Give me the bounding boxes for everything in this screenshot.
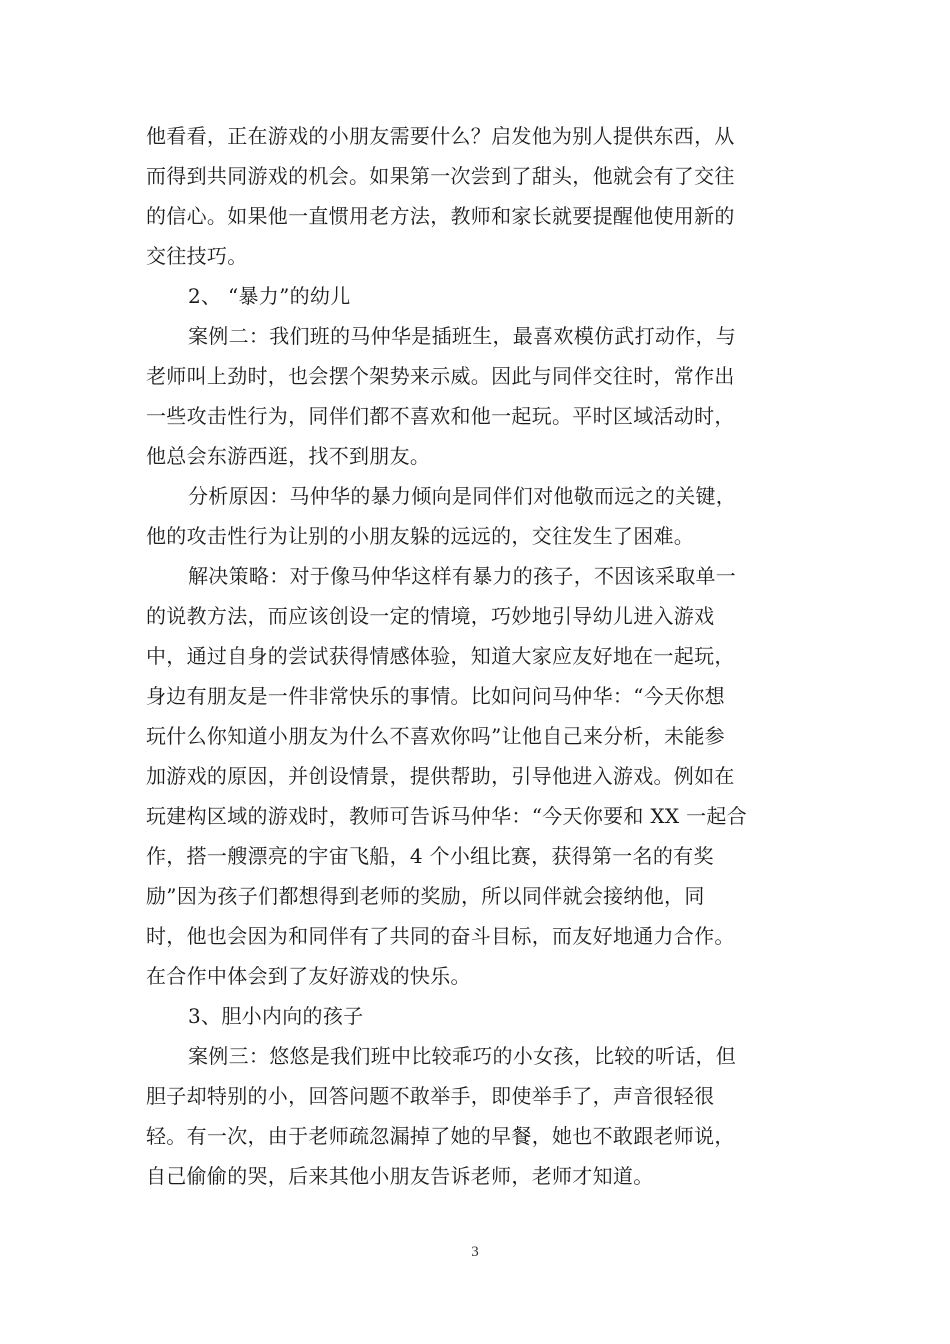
paragraph-start: 分析原因：马仲华的暴力倾向是同伴们对他敬而远之的关键， — [188, 484, 737, 508]
text-line: 中，通过自身的尝试获得情感体验，知道大家应友好地在一起玩， — [146, 644, 735, 668]
text-line: 的说教方法，而应该创设一定的情境，巧妙地引导幼儿进入游戏 — [146, 604, 715, 628]
text-line: 身边有朋友是一件非常快乐的事情。比如问问马仲华：“今天你想 — [146, 684, 725, 708]
paragraph-start: 解决策略：对于像马仲华这样有暴力的孩子，不因该采取单一 — [188, 564, 737, 588]
section-heading: 3、胆小内向的孩子 — [188, 1004, 364, 1028]
text-line: 作，搭一艘漂亮的宇宙飞船，4 个小组比赛，获得第一名的有奖 — [146, 844, 714, 868]
text-line: 玩建构区域的游戏时，教师可告诉马仲华：“今天你要和 XX 一起合 — [146, 804, 748, 828]
text-line: 在合作中体会到了友好游戏的快乐。 — [146, 964, 471, 988]
paragraph-start: 案例三：悠悠是我们班中比较乖巧的小女孩，比较的听话，但 — [188, 1044, 737, 1068]
text-line: 自己偷偷的哭，后来其他小朋友告诉老师，老师才知道。 — [146, 1164, 654, 1188]
text-line: 他的攻击性行为让别的小朋友躲的远远的，交往发生了困难。 — [146, 524, 695, 548]
text-line: 励”因为孩子们都想得到老师的奖励，所以同伴就会接纳他，同 — [146, 884, 705, 908]
text-line: 他总会东游西逛，找不到朋友。 — [146, 444, 431, 468]
text-line: 加游戏的原因，并创设情景，提供帮助，引导他进入游戏。例如在 — [146, 764, 735, 788]
text-line: 胆子却特别的小，回答问题不敢举手，即使举手了，声音很轻很 — [146, 1084, 715, 1108]
text-line: 玩什么你知道小朋友为什么不喜欢你吗”让他自己来分析，未能参 — [146, 724, 725, 748]
text-line: 老师叫上劲时，也会摆个架势来示威。因此与同伴交往时，常作出 — [146, 364, 735, 388]
text-line: 的信心。如果他一直惯用老方法，教师和家长就要提醒他使用新的 — [146, 204, 735, 228]
section-heading: 2、 “暴力”的幼儿 — [188, 284, 351, 308]
text-line: 时，他也会因为和同伴有了共同的奋斗目标，而友好地通力合作。 — [146, 924, 735, 948]
text-line: 交往技巧。 — [146, 244, 248, 268]
text-line: 他看看，正在游戏的小朋友需要什么？启发他为别人提供东西，从 — [146, 124, 735, 148]
text-line: 一些攻击性行为，同伴们都不喜欢和他一起玩。平时区域活动时， — [146, 404, 735, 428]
text-line: 轻。有一次，由于老师疏忽漏掉了她的早餐，她也不敢跟老师说， — [146, 1124, 735, 1148]
page-number: 3 — [471, 1244, 479, 1260]
paragraph-start: 案例二：我们班的马仲华是插班生，最喜欢模仿武打动作，与 — [188, 324, 737, 348]
text-line: 而得到共同游戏的机会。如果第一次尝到了甜头，他就会有了交往 — [146, 164, 735, 188]
